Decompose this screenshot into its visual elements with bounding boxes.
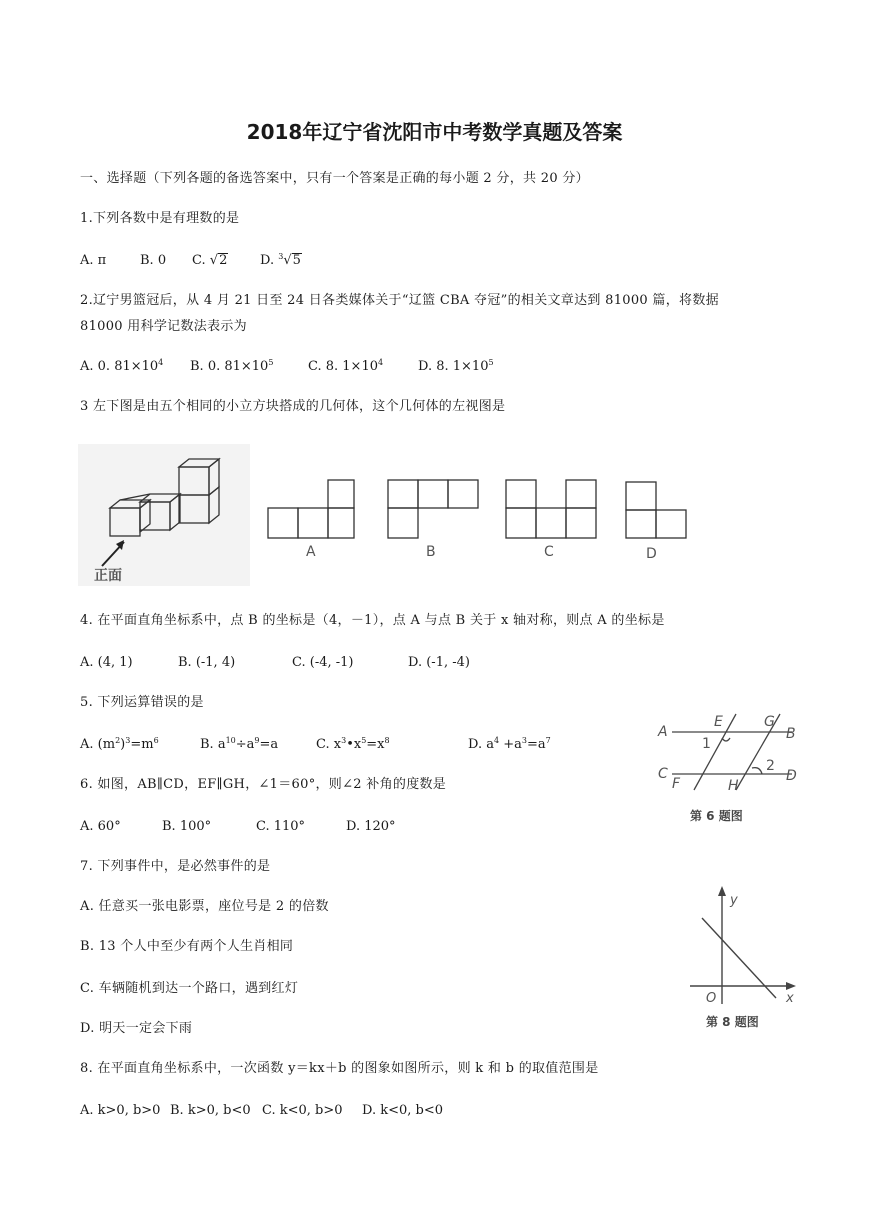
q5-a-part: A. (m — [80, 737, 116, 752]
q3-option-b-figure — [384, 476, 484, 566]
q8-label-x: x — [786, 991, 794, 1006]
q2-option-a-exp: 4 — [158, 358, 164, 367]
q3-solid-figure — [78, 444, 250, 586]
q5-b-part: ÷a — [235, 737, 255, 752]
q3-option-a-label: A — [306, 544, 316, 560]
q2-option-b-exp: 5 — [268, 358, 274, 367]
q8-label-origin: O — [706, 991, 717, 1006]
q2-option-b — [190, 358, 273, 376]
q8-option-b: B. k>0, b<0 — [170, 1103, 251, 1118]
q3-front-label: 正面 — [94, 568, 122, 584]
q7-option-c: C. 车辆随机到达一个路口，遇到红灯 — [80, 981, 299, 996]
q5-a-part: 6 — [153, 736, 159, 745]
q5-d-part: D. a — [468, 737, 494, 752]
q6-label-a: A — [658, 724, 668, 740]
q3-option-c-label: C — [544, 544, 554, 560]
q5-d-part: 3 — [521, 736, 527, 745]
q2-option-a-base: A. 0. 81×10 — [80, 359, 159, 374]
q6-option-a: A. 60° — [80, 819, 121, 834]
sqrt-symbol: √ — [283, 253, 292, 268]
q5-c-part: •x — [346, 737, 362, 752]
q4-option-b: B. (-1, 4) — [178, 655, 236, 670]
q5-b-part: 10 — [225, 736, 236, 745]
q5-option-a — [80, 736, 159, 754]
q6-caption: 第 6 题图 — [690, 809, 743, 823]
q5-option-b — [200, 736, 278, 754]
q8-option-d: D. k<0, b<0 — [362, 1103, 444, 1118]
q5-stem: 5. 下列运算错误的是 — [80, 695, 204, 710]
q5-d-part: 7 — [545, 736, 551, 745]
section-header: 一、选择题（下列各题的备选答案中，只有一个答案是正确的每小题 2 分，共 20 分） — [80, 171, 589, 186]
q2-stem-line1: 2.辽宁男篮冠后，从 4 月 21 日至 24 日各类媒体关于“辽篮 CBA 夺冠”的相关文章达到 81000 篇，将数据 — [80, 293, 719, 308]
q6-label-angle1: 1 — [702, 736, 711, 752]
q5-option-d — [468, 736, 551, 754]
q8-option-a: A. k>0, b>0 — [80, 1103, 161, 1118]
q5-d-part: =a — [526, 737, 546, 752]
q8-caption: 第 8 题图 — [706, 1015, 759, 1029]
q1-option-d-prefix: D. — [260, 253, 275, 268]
q1-option-c — [192, 252, 228, 270]
q1-option-a: A. π — [80, 253, 107, 268]
q7-stem: 7. 下列事件中，是必然事件的是 — [80, 859, 271, 874]
q5-b-part: =a — [259, 737, 279, 752]
q5-c-part: C. x — [316, 737, 342, 752]
q5-c-part: =x — [366, 737, 385, 752]
q2-option-d — [418, 358, 494, 376]
q5-a-part: 3 — [125, 736, 131, 745]
q5-b-part: 9 — [254, 736, 260, 745]
q2-option-a — [80, 358, 163, 376]
q5-a-part: 2 — [115, 736, 121, 745]
q6-label-g: G — [764, 714, 775, 730]
q4-option-d: D. (-1, -4) — [408, 655, 470, 670]
q3-stem: 3 左下图是由五个相同的小立方块搭成的几何体，这个几何体的左视图是 — [80, 399, 506, 414]
q5-c-part: 5 — [361, 736, 367, 745]
q2-option-c-exp: 4 — [378, 358, 384, 367]
q2-option-c — [308, 358, 383, 376]
q1-option-d-radicand: 5 — [292, 253, 301, 268]
q2-option-c-base: C. 8. 1×10 — [308, 359, 378, 374]
page-title: 2018年辽宁省沈阳市中考数学真题及答案 — [246, 120, 623, 144]
q5-c-part: 3 — [341, 736, 347, 745]
q5-option-c — [316, 736, 390, 754]
q1-option-c-prefix: C. — [192, 253, 206, 268]
q1-stem: 1.下列各数中是有理数的是 — [80, 211, 240, 226]
q5-a-part: =m — [130, 737, 154, 752]
q5-d-part: +a — [499, 737, 522, 752]
q3-option-c-figure — [502, 476, 602, 566]
q6-label-b: B — [786, 726, 796, 742]
q1-option-c-radicand: 2 — [219, 253, 228, 268]
q6-option-d: D. 120° — [346, 819, 396, 834]
q3-option-d-figure — [622, 476, 702, 566]
q5-a-part: ) — [120, 737, 126, 752]
q3-option-b-label: B — [426, 544, 436, 560]
q2-stem-line2: 81000 用科学记数法表示为 — [80, 319, 247, 334]
q6-option-b: B. 100° — [162, 819, 212, 834]
q1-option-b: B. 0 — [140, 253, 167, 268]
q1-option-d — [260, 252, 302, 270]
q6-label-h: H — [728, 778, 739, 794]
q6-label-e: E — [714, 714, 723, 730]
q2-option-d-base: D. 8. 1×10 — [418, 359, 489, 374]
q4-option-c: C. (-4, -1) — [292, 655, 354, 670]
q6-label-c: C — [658, 766, 668, 782]
q6-label-d: D — [786, 768, 797, 784]
q4-stem: 4. 在平面直角坐标系中，点 B 的坐标是（4，－1），点 A 与点 B 关于 x 轴对称，则点 A 的坐标是 — [80, 613, 665, 628]
q6-stem: 6. 如图，AB∥CD，EF∥GH，∠1＝60°，则∠2 补角的度数是 — [80, 777, 447, 792]
q2-option-d-exp: 5 — [488, 358, 494, 367]
q7-option-d: D. 明天一定会下雨 — [80, 1021, 193, 1036]
q3-option-a-figure — [262, 476, 362, 566]
q2-option-b-base: B. 0. 81×10 — [190, 359, 269, 374]
q5-c-part: 8 — [384, 736, 390, 745]
q3-option-d-label: D — [646, 546, 657, 562]
q8-figure — [684, 884, 800, 1032]
q5-d-part: 4 — [493, 736, 500, 745]
q6-option-c: C. 110° — [256, 819, 306, 834]
q4-option-a: A. (4, 1) — [80, 655, 133, 670]
q8-label-y: y — [730, 893, 738, 908]
q6-label-f: F — [672, 776, 681, 792]
q1-option-d-index: 3 — [278, 252, 284, 261]
q8-option-c: C. k<0, b>0 — [262, 1103, 343, 1118]
q7-option-b: B. 13 个人中至少有两个人生肖相同 — [80, 939, 294, 954]
q6-label-angle2: 2 — [766, 758, 775, 774]
q8-stem: 8. 在平面直角坐标系中，一次函数 y＝kx＋b 的图象如图所示，则 k 和 b 的取值范围是 — [80, 1061, 599, 1076]
q7-option-a: A. 任意买一张电影票，座位号是 2 的倍数 — [80, 899, 329, 914]
sqrt-symbol: √ — [209, 253, 219, 268]
q5-b-part: B. a — [200, 737, 226, 752]
q6-figure — [656, 708, 802, 828]
